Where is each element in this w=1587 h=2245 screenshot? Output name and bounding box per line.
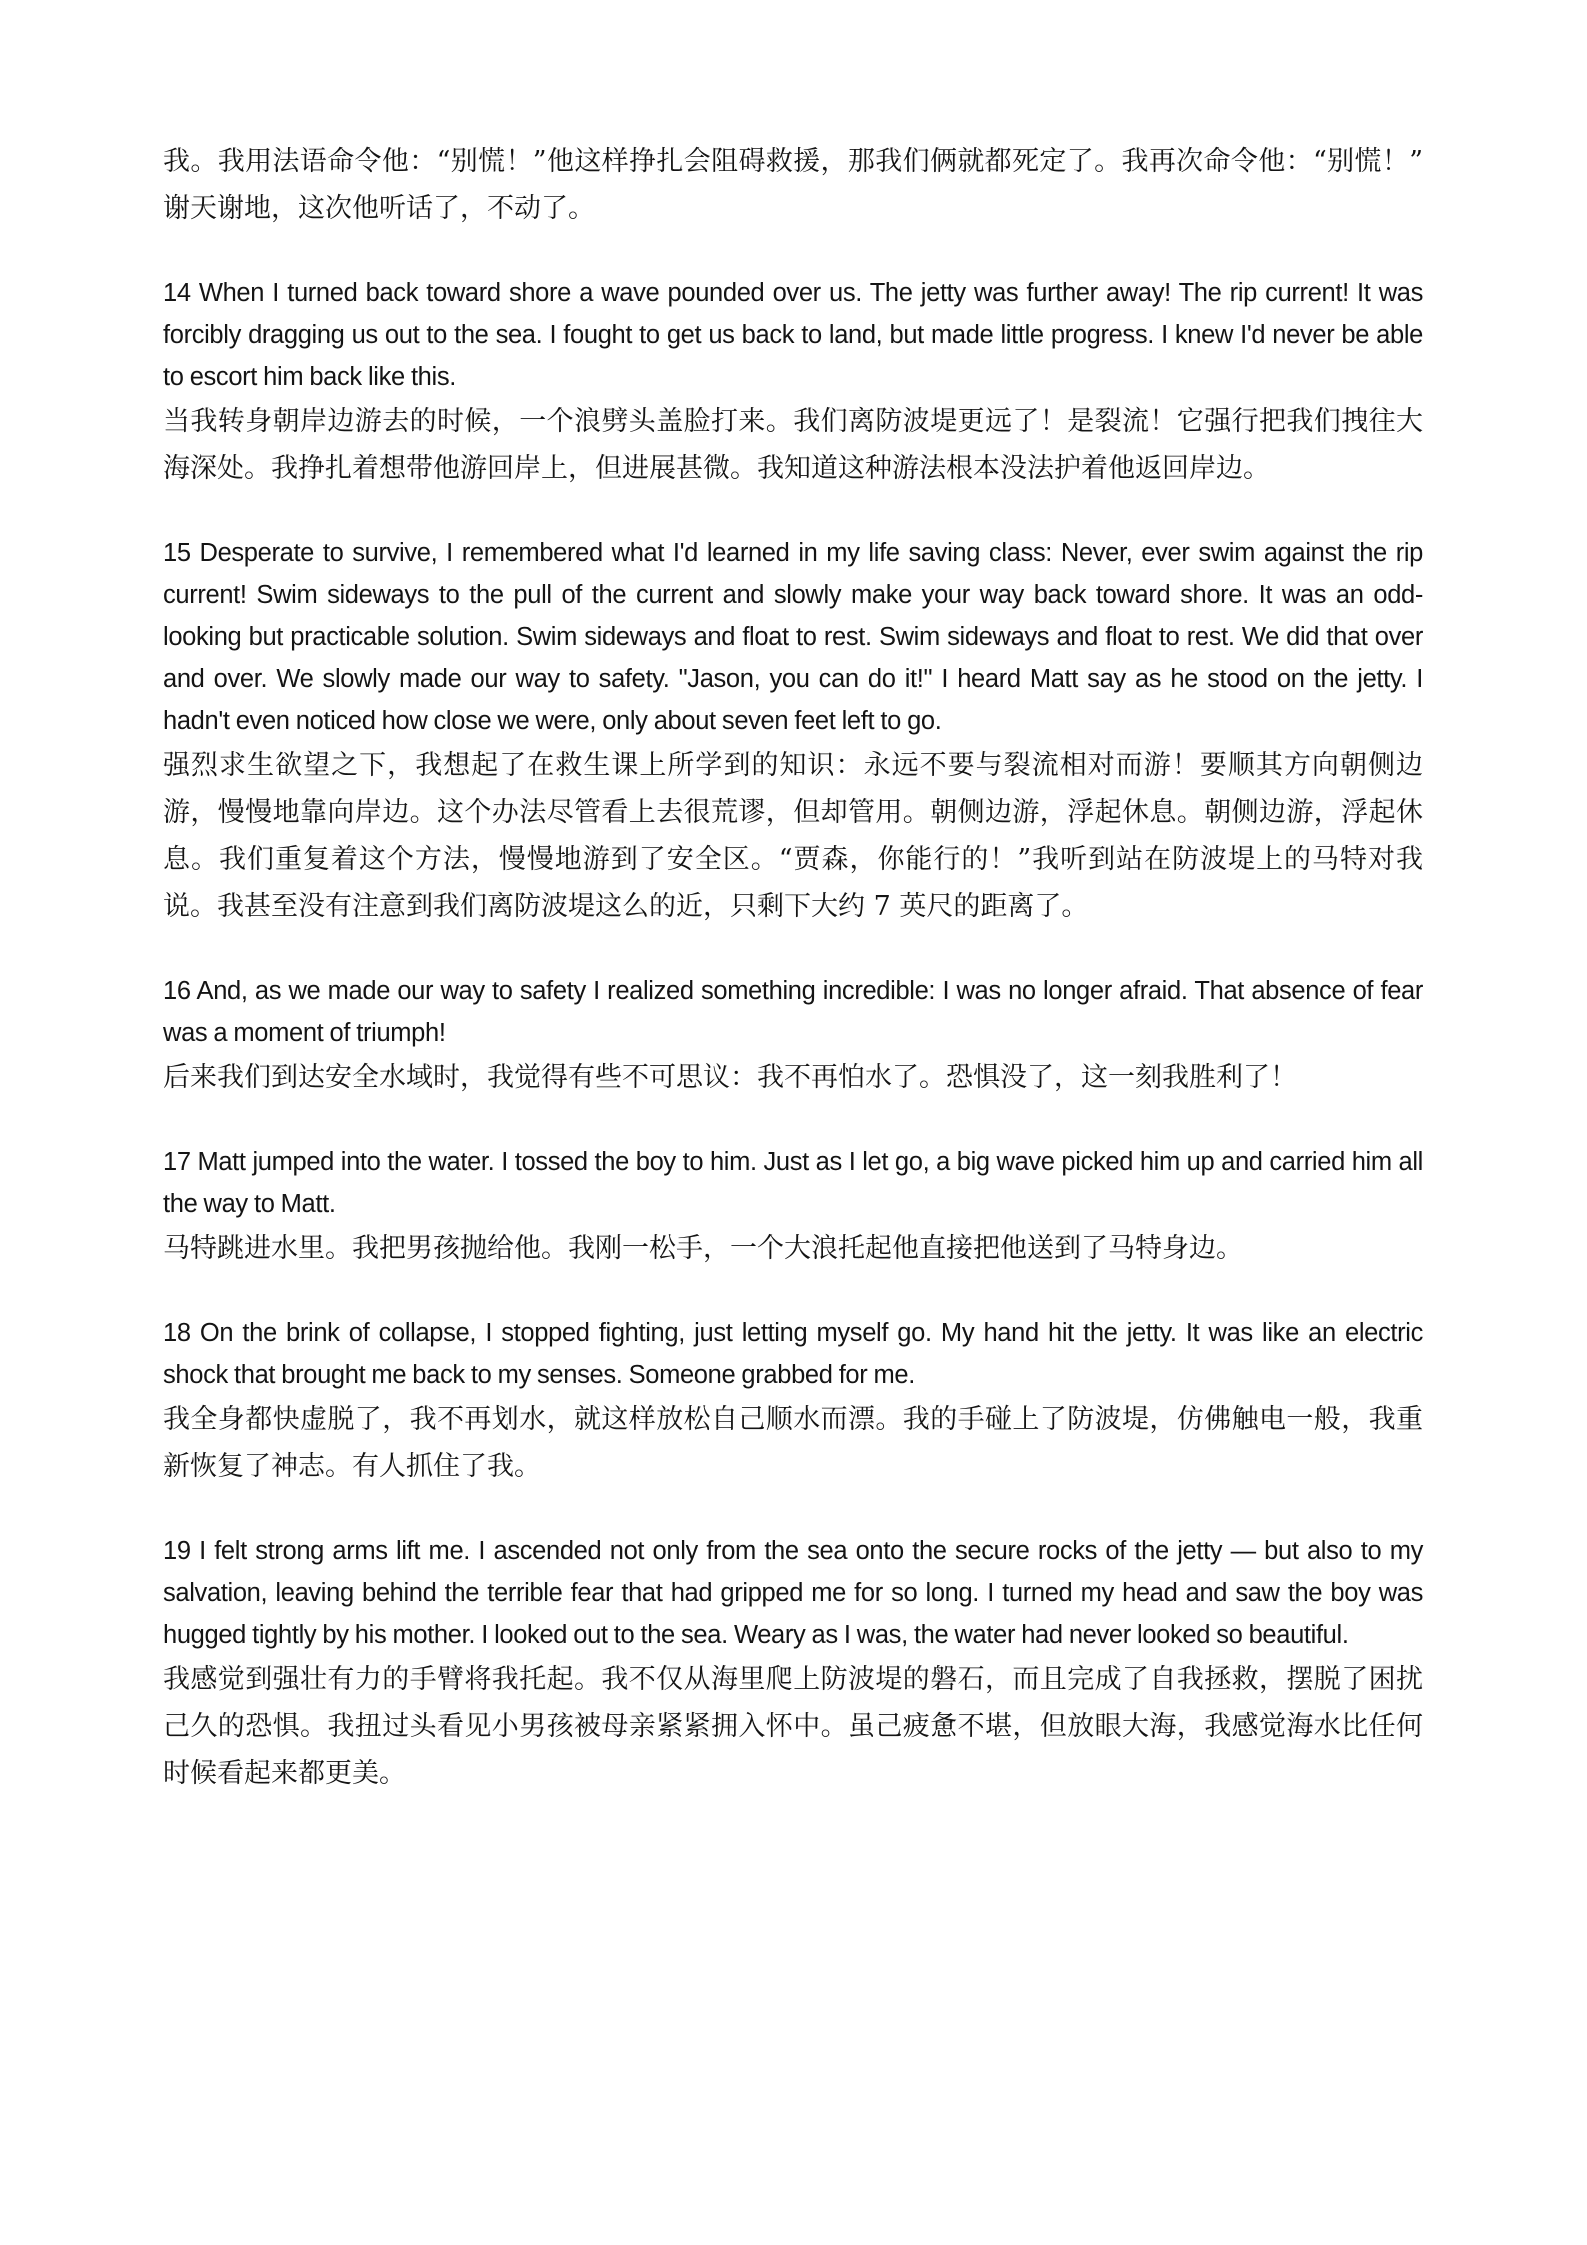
chinese-text-17: 马特跳进水里。我把男孩抛给他。我刚一松手，一个大浪托起他直接把他送到了马特身边。 — [163, 1233, 1243, 1264]
paragraph-block-15 — [163, 532, 1423, 930]
paragraph-block-17 — [163, 1141, 1423, 1272]
paragraph-block-18 — [163, 1312, 1423, 1490]
paragraph-block-continuation — [163, 138, 1423, 232]
chinese-text-19: 我感觉到强壮有力的手臂将我托起。我不仅从海里爬上防波堤的磐石，而且完成了自我拯救，摆脱了困扰己久的恐惧。我扭过头看见小男孩被母亲紧紧拥入怀中。虽己疲惫不堪，但放眼大海，我感觉海水比任何时候看起来都更美。 — [163, 1664, 1423, 1789]
chinese-text-18: 我全身都快虚脱了，我不再划水，就这样放松自己顺水而漂。我的手碰上了防波堤，仿佛触电一般，我重新恢复了神志。有人抓住了我。 — [163, 1404, 1423, 1482]
chinese-text-14: 当我转身朝岸边游去的时候，一个浪劈头盖脸打来。我们离防波堤更远了！是裂流！它强行把我们拽往大海深处。我挣扎着想带他游回岸上，但进展甚微。我知道这种游法根本没法护着他返回岸边。 — [163, 406, 1423, 484]
document-body — [163, 138, 1423, 1797]
chinese-text-16: 后来我们到达安全水域时，我觉得有些不可思议：我不再怕水了。恐惧没了，这一刻我胜利了！ — [163, 1062, 1297, 1093]
chinese-text-15: 强烈求生欲望之下，我想起了在救生课上所学到的知识：永远不要与裂流相对而游！要顺其方向朝侧边游，慢慢地靠向岸边。这个办法尽管看上去很荒谬，但却管用。朝侧边游，浮起休息。朝侧边游，浮起休息。我们重复着这个方法，慢慢地游到了安全区。“贾森，你能行的！”我听到站在防波堤上的马特对我说。我甚至没有注意到我们离防波堤这么的近，只剩下大约 7 英尺的距离了。 — [163, 750, 1423, 922]
paragraph-block-19 — [163, 1530, 1423, 1797]
paragraph-block-14 — [163, 272, 1423, 492]
chinese-text-continuation: 我。我用法语命令他：“别慌！”他这样挣扎会阻碍救援，那我们俩就都死定了。我再次命令他：“别慌！”谢天谢地，这次他听话了，不动了。 — [163, 146, 1423, 224]
paragraph-block-16 — [163, 970, 1423, 1101]
english-text-14: 14 When I turned back toward shore a wave pounded over us. The jetty was further away! The rip current! It was forcibly dragging us out to the sea. I fought to get us back to land, but made little progress. I knew I'd never be able to escort him back like this. — [163, 279, 1423, 391]
english-text-19: 19 I felt strong arms lift me. I ascended not only from the sea onto the secure rocks of the jetty — but also to my salvation, leaving behind the terrible fear that had gripped me for so long. I turned my head and saw the boy was hugged tightly by his mother. I looked out to the sea. Weary as I was, the water had never looked so beautiful. — [163, 1537, 1423, 1649]
english-text-17: 17 Matt jumped into the water. I tossed the boy to him. Just as I let go, a big wave picked him up and carried him all the way to Matt. — [163, 1148, 1423, 1218]
english-text-15: 15 Desperate to survive, I remembered what I'd learned in my life saving class: Never, ever swim against the rip current! Swim sideways to the pull of the current and slowly make your way back toward shore. It was an odd-looking but practicable solution. Swim sideways and float to rest. Swim sideways and float to rest. We did that over and over. We slowly made our way to safety. "Jason, you can do it!" I heard Matt say as he stood on the jetty. I hadn't even noticed how close we were, only about seven feet left to go. — [163, 539, 1423, 735]
english-text-16: 16 And, as we made our way to safety I realized something incredible: I was no longer afraid. That absence of fear was a moment of triumph! — [163, 977, 1423, 1047]
english-text-18: 18 On the brink of collapse, I stopped fighting, just letting myself go. My hand hit the jetty. It was like an electric shock that brought me back to my senses. Someone grabbed for me. — [163, 1319, 1423, 1389]
